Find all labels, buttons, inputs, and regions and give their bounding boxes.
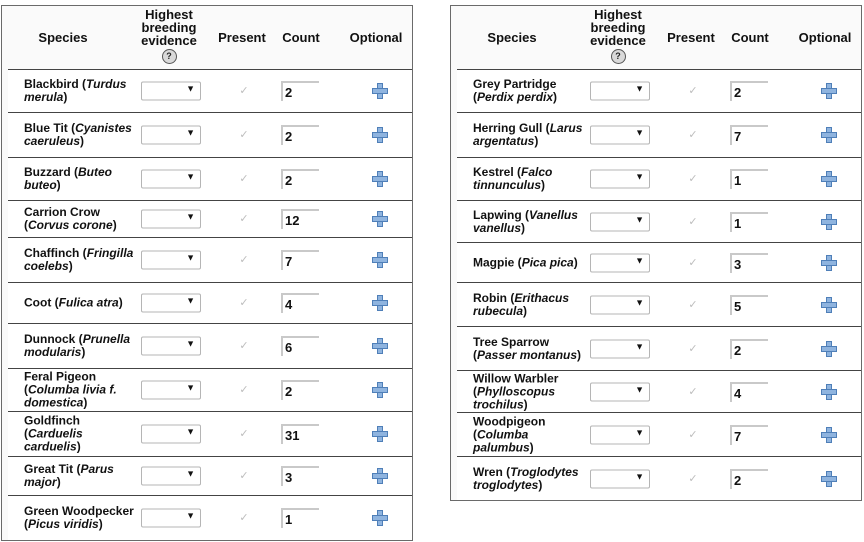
present-checkbox[interactable]: ✓ bbox=[239, 173, 249, 185]
table-header bbox=[451, 6, 861, 66]
breeding-evidence-select[interactable] bbox=[590, 170, 650, 189]
count-input[interactable]: 3 bbox=[730, 253, 768, 273]
header-present: Present bbox=[218, 30, 266, 45]
present-checkbox[interactable]: ✓ bbox=[239, 129, 249, 141]
present-checkbox[interactable]: ✓ bbox=[239, 470, 249, 482]
header-count: Count bbox=[731, 30, 769, 45]
table-row bbox=[8, 282, 412, 323]
present-checkbox[interactable]: ✓ bbox=[688, 129, 698, 141]
header-evidence-line: evidence bbox=[590, 33, 646, 48]
present-checkbox[interactable]: ✓ bbox=[688, 385, 698, 398]
count-input[interactable]: 7 bbox=[730, 125, 768, 145]
plus-icon[interactable] bbox=[821, 171, 837, 187]
plus-icon[interactable] bbox=[372, 382, 388, 398]
count-input[interactable]: 3 bbox=[281, 466, 319, 486]
table-row bbox=[457, 370, 861, 412]
plus-icon[interactable] bbox=[821, 384, 837, 400]
table-row bbox=[8, 200, 412, 237]
table-row bbox=[457, 69, 861, 112]
species-name: Dunnock (Prunella modularis) bbox=[24, 332, 131, 359]
chevron-down-icon: ▼ bbox=[186, 510, 195, 521]
species-common-name: Lapwing bbox=[473, 207, 522, 222]
species-name: Great Tit (Parus major) bbox=[24, 462, 114, 489]
species-scientific-name: Phylloscopus trochilus bbox=[473, 384, 556, 411]
present-checkbox[interactable]: ✓ bbox=[239, 428, 249, 440]
species-common-name: Herring Gull bbox=[473, 121, 543, 135]
species-name: Magpie (Pica pica) bbox=[473, 255, 578, 269]
chevron-down-icon: ▼ bbox=[186, 171, 195, 182]
species-common-name: Carrion Crow bbox=[24, 205, 101, 219]
plus-icon[interactable] bbox=[372, 426, 388, 442]
table-row bbox=[8, 368, 412, 411]
species-name: Lapwing (Vanellus vanellus) bbox=[473, 207, 578, 235]
species-scientific-name: Troglodytes troglodytes bbox=[473, 464, 579, 492]
header-breeding-evidence bbox=[126, 8, 212, 64]
species-name: Grey Partridge (Perdix perdix) bbox=[473, 77, 558, 104]
table-row bbox=[457, 412, 861, 456]
species-common-name: Willow Warbler bbox=[473, 371, 559, 385]
chevron-down-icon: ▼ bbox=[186, 252, 195, 263]
species-common-name: Dunnock bbox=[24, 332, 76, 346]
species-name: Coot (Fulica atra) bbox=[24, 295, 123, 310]
count-input[interactable]: 6 bbox=[281, 336, 319, 356]
count-input[interactable]: 1 bbox=[730, 212, 768, 232]
table-row bbox=[8, 157, 412, 200]
species-name: Buzzard (Buteo buteo) bbox=[24, 165, 113, 192]
present-checkbox[interactable]: ✓ bbox=[688, 85, 698, 97]
species-scientific-name: Parus major bbox=[24, 462, 114, 489]
present-checkbox[interactable]: ✓ bbox=[239, 340, 249, 352]
species-name: Robin (Erithacus rubecula) bbox=[473, 290, 570, 318]
species-scientific-name: Fulica atra bbox=[58, 295, 119, 310]
species-scientific-name: Passer montanus bbox=[477, 347, 578, 362]
present-checkbox[interactable]: ✓ bbox=[239, 85, 249, 97]
species-scientific-name: Pica pica bbox=[521, 255, 574, 269]
species-scientific-name: Buteo buteo bbox=[24, 165, 113, 192]
species-name: Woodpigeon (Columba palumbus) bbox=[473, 414, 546, 454]
breeding-evidence-select[interactable] bbox=[141, 337, 201, 356]
species-name: Herring Gull (Larus argentatus) bbox=[473, 121, 583, 148]
present-checkbox[interactable]: ✓ bbox=[688, 342, 698, 355]
plus-icon[interactable] bbox=[821, 255, 837, 271]
header-present: Present bbox=[667, 30, 715, 45]
species-common-name: Coot bbox=[24, 295, 52, 310]
header-evidence-line: Highest bbox=[594, 7, 642, 22]
present-checkbox[interactable]: ✓ bbox=[688, 428, 698, 441]
breeding-evidence-select[interactable] bbox=[141, 126, 201, 145]
species-scientific-name: Carduelis carduelis bbox=[24, 426, 83, 454]
chevron-down-icon: ▼ bbox=[635, 83, 644, 94]
count-input[interactable]: 5 bbox=[730, 295, 768, 315]
plus-icon[interactable] bbox=[372, 252, 388, 268]
table-row bbox=[8, 411, 412, 456]
species-scientific-name: Falco tinnunculus bbox=[473, 165, 553, 192]
header-count: Count bbox=[282, 30, 320, 45]
present-checkbox[interactable]: ✓ bbox=[688, 215, 698, 228]
plus-icon[interactable] bbox=[372, 171, 388, 187]
present-checkbox[interactable]: ✓ bbox=[239, 512, 249, 524]
help-icon[interactable]: ? bbox=[162, 49, 177, 64]
species-scientific-name: Turdus merula bbox=[24, 77, 127, 104]
chevron-down-icon: ▼ bbox=[186, 468, 195, 479]
count-input[interactable]: 4 bbox=[281, 293, 319, 313]
species-common-name: Goldfinch bbox=[24, 413, 80, 428]
chevron-down-icon: ▼ bbox=[635, 384, 644, 394]
species-scientific-name: Fringilla coelebs bbox=[24, 246, 134, 273]
species-scientific-name: Larus argentatus bbox=[473, 121, 583, 148]
breeding-evidence-select[interactable] bbox=[590, 126, 650, 145]
present-checkbox[interactable]: ✓ bbox=[239, 384, 249, 396]
count-input[interactable]: 2 bbox=[281, 81, 319, 101]
chevron-down-icon: ▼ bbox=[186, 426, 195, 437]
breeding-evidence-select[interactable] bbox=[590, 295, 650, 314]
species-scientific-name: Columba palumbus bbox=[473, 427, 530, 454]
header-evidence-line: breeding bbox=[590, 20, 646, 35]
present-checkbox[interactable]: ✓ bbox=[688, 173, 698, 185]
plus-icon[interactable] bbox=[372, 510, 388, 526]
breeding-evidence-select[interactable] bbox=[141, 294, 201, 313]
present-checkbox[interactable]: ✓ bbox=[239, 213, 249, 225]
species-name: Chaffinch (Fringilla coelebs) bbox=[24, 246, 134, 273]
chevron-down-icon: ▼ bbox=[186, 338, 195, 349]
plus-icon[interactable] bbox=[372, 127, 388, 143]
table-row bbox=[457, 456, 861, 500]
chevron-down-icon: ▼ bbox=[635, 297, 644, 307]
count-input[interactable]: 4 bbox=[730, 382, 768, 402]
present-checkbox[interactable]: ✓ bbox=[688, 298, 698, 311]
species-common-name: Chaffinch bbox=[24, 246, 80, 260]
species-common-name: Buzzard bbox=[24, 165, 71, 179]
plus-icon[interactable] bbox=[372, 295, 388, 311]
breeding-evidence-select[interactable] bbox=[590, 339, 650, 358]
species-common-name: Tree Sparrow bbox=[473, 334, 550, 349]
count-input[interactable]: 2 bbox=[281, 125, 319, 145]
species-name: Blackbird (Turdus merula) bbox=[24, 77, 127, 104]
species-common-name: Green Woodpecker bbox=[24, 504, 134, 518]
table-row bbox=[8, 495, 412, 540]
plus-icon[interactable] bbox=[372, 211, 388, 227]
breeding-evidence-select[interactable] bbox=[141, 509, 201, 528]
header-evidence-line: evidence bbox=[141, 33, 197, 48]
species-name: Carrion Crow (Corvus corone) bbox=[24, 205, 117, 232]
plus-icon[interactable] bbox=[821, 297, 837, 313]
plus-icon[interactable] bbox=[372, 468, 388, 484]
species-common-name: Great Tit bbox=[24, 462, 74, 476]
species-name: Green Woodpecker (Picus viridis) bbox=[24, 504, 134, 531]
chevron-down-icon: ▼ bbox=[635, 471, 644, 481]
plus-icon[interactable] bbox=[821, 214, 837, 230]
table-row bbox=[8, 237, 412, 282]
count-input[interactable]: 7 bbox=[730, 425, 768, 445]
breeding-evidence-select[interactable] bbox=[141, 82, 201, 101]
species-table-right bbox=[450, 5, 862, 501]
chevron-down-icon: ▼ bbox=[186, 211, 195, 222]
header-breeding-evidence bbox=[575, 8, 661, 64]
present-checkbox[interactable]: ✓ bbox=[688, 472, 698, 485]
species-name: Wren (Troglodytes troglodytes) bbox=[473, 464, 579, 492]
breeding-evidence-select[interactable] bbox=[141, 425, 201, 444]
count-input[interactable]: 2 bbox=[281, 169, 319, 189]
species-name: Goldfinch (Carduelis carduelis) bbox=[24, 413, 83, 454]
species-scientific-name: Erithacus rubecula bbox=[473, 290, 570, 318]
species-scientific-name: Perdix perdix bbox=[477, 90, 554, 104]
plus-icon[interactable] bbox=[821, 341, 837, 357]
chevron-down-icon: ▼ bbox=[635, 255, 644, 265]
species-scientific-name: Vanellus vanellus bbox=[473, 207, 578, 235]
species-common-name: Blue Tit bbox=[24, 121, 68, 135]
header-evidence-line: Highest bbox=[145, 7, 193, 22]
breeding-evidence-select[interactable] bbox=[590, 425, 650, 444]
breeding-evidence-select[interactable] bbox=[141, 170, 201, 189]
chevron-down-icon: ▼ bbox=[186, 83, 195, 94]
table-row bbox=[457, 282, 861, 326]
species-name: Feral Pigeon (Columba livia f. domestica) bbox=[24, 369, 117, 410]
chevron-down-icon: ▼ bbox=[186, 295, 195, 306]
chevron-down-icon: ▼ bbox=[635, 427, 644, 437]
chevron-down-icon: ▼ bbox=[635, 127, 644, 138]
breeding-evidence-select[interactable] bbox=[590, 82, 650, 101]
species-scientific-name: Columba livia f. domestica bbox=[24, 382, 117, 410]
breeding-evidence-select[interactable] bbox=[141, 467, 201, 486]
breeding-evidence-select[interactable] bbox=[590, 382, 650, 401]
present-checkbox[interactable]: ✓ bbox=[688, 256, 698, 269]
count-input[interactable]: 1 bbox=[730, 169, 768, 189]
breeding-evidence-select[interactable] bbox=[590, 212, 650, 231]
plus-icon[interactable] bbox=[821, 427, 837, 443]
count-input[interactable]: 2 bbox=[730, 469, 768, 489]
plus-icon[interactable] bbox=[372, 338, 388, 354]
species-scientific-name: Cyanistes caeruleus bbox=[24, 121, 132, 148]
breeding-evidence-select[interactable] bbox=[141, 381, 201, 400]
table-row bbox=[8, 456, 412, 495]
species-common-name: Magpie bbox=[473, 255, 515, 269]
table-row bbox=[457, 200, 861, 242]
species-common-name: Blackbird bbox=[24, 77, 79, 91]
count-input[interactable]: 12 bbox=[281, 209, 319, 229]
species-name: Tree Sparrow (Passer montanus) bbox=[473, 334, 582, 362]
header-species: Species bbox=[38, 30, 88, 45]
plus-icon[interactable] bbox=[372, 83, 388, 99]
header-optional: Optional bbox=[349, 30, 403, 45]
table-row bbox=[8, 69, 412, 112]
species-name: Willow Warbler (Phylloscopus trochilus) bbox=[473, 371, 559, 411]
table-row bbox=[8, 112, 412, 157]
species-common-name: Grey Partridge bbox=[473, 77, 557, 91]
present-checkbox[interactable]: ✓ bbox=[239, 254, 249, 266]
species-name: Blue Tit (Cyanistes caeruleus) bbox=[24, 121, 132, 148]
table-row bbox=[457, 157, 861, 200]
count-input[interactable]: 2 bbox=[281, 380, 319, 400]
table-row bbox=[8, 323, 412, 368]
count-input[interactable]: 2 bbox=[730, 81, 768, 101]
species-scientific-name: Prunella modularis bbox=[24, 332, 131, 359]
species-common-name: Woodpigeon bbox=[473, 414, 546, 428]
present-checkbox[interactable]: ✓ bbox=[239, 297, 249, 309]
species-common-name: Feral Pigeon bbox=[24, 369, 97, 384]
plus-icon[interactable] bbox=[821, 127, 837, 143]
chevron-down-icon: ▼ bbox=[186, 127, 195, 138]
species-scientific-name: Corvus corone bbox=[28, 218, 113, 232]
plus-icon[interactable] bbox=[821, 83, 837, 99]
species-table-left bbox=[1, 5, 413, 541]
breeding-evidence-select[interactable] bbox=[141, 251, 201, 270]
plus-icon[interactable] bbox=[821, 471, 837, 487]
help-icon[interactable]: ? bbox=[611, 49, 626, 64]
species-name: Kestrel (Falco tinnunculus) bbox=[473, 165, 553, 192]
table-row bbox=[457, 112, 861, 157]
header-species: Species bbox=[487, 30, 537, 45]
chevron-down-icon: ▼ bbox=[186, 382, 195, 393]
count-input[interactable]: 7 bbox=[281, 250, 319, 270]
species-common-name: Robin bbox=[473, 290, 507, 305]
breeding-evidence-select[interactable] bbox=[141, 210, 201, 229]
table-row bbox=[457, 242, 861, 282]
species-scientific-name: Picus viridis bbox=[28, 517, 99, 531]
table-row bbox=[457, 326, 861, 370]
species-common-name: Wren bbox=[473, 464, 503, 479]
species-common-name: Kestrel bbox=[473, 165, 514, 179]
breeding-evidence-select[interactable] bbox=[590, 469, 650, 488]
breeding-evidence-select[interactable] bbox=[590, 253, 650, 272]
chevron-down-icon: ▼ bbox=[635, 341, 644, 351]
chevron-down-icon: ▼ bbox=[635, 214, 644, 224]
count-input[interactable]: 2 bbox=[730, 339, 768, 359]
table-header bbox=[2, 6, 412, 66]
header-optional: Optional bbox=[798, 30, 852, 45]
count-input[interactable]: 1 bbox=[281, 508, 319, 528]
chevron-down-icon: ▼ bbox=[635, 171, 644, 182]
count-input[interactable]: 31 bbox=[281, 424, 319, 444]
header-evidence-line: breeding bbox=[141, 20, 197, 35]
